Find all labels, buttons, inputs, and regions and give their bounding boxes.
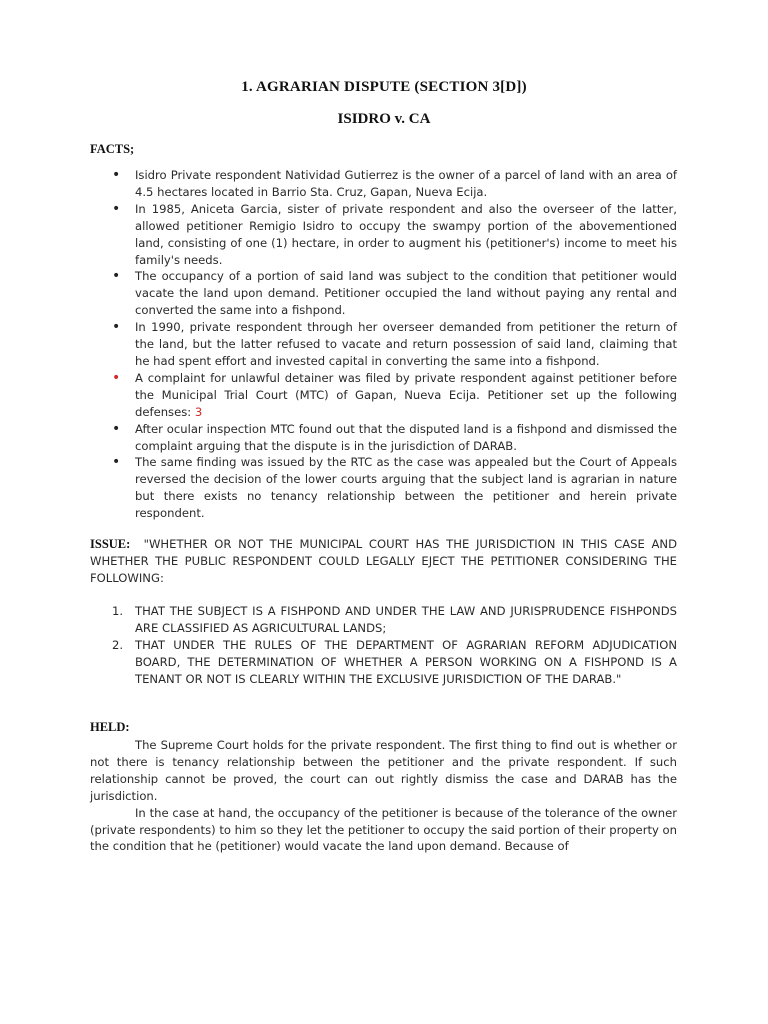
list-item (90, 319, 677, 370)
issue-points (90, 603, 677, 688)
list-item (90, 637, 677, 688)
issue-point-text: THAT THE SUBJECT IS A FISHPOND AND UNDER THE LAW AND JURISPRUDENCE FISHPONDS ARE CLASSIFIED AS AGRICULTURAL LANDS; (135, 604, 677, 635)
fact-text: The occupancy of a portion of said land was subject to the condition that petitioner would vacate the land upon demand. Petitioner occupied the land without paying any rental and converted the same into a fishpond. (135, 269, 677, 318)
list-item (90, 454, 677, 522)
held-paragraph: In the case at hand, the occupancy of the petitioner is because of the tolerance of the owner (private respondents) to him so they let the petitioner to occupy the said portion of their property on the condition that he (petitioner) would vacate the land upon demand. Because of (90, 805, 677, 854)
list-item (90, 201, 677, 269)
fact-text: A complaint for unlawful detainer was filed by private respondent against petitioner before the Municipal Trial Court (MTC) of Gapan, Nueva Ecija. Petitioner set up the following defenses: (135, 370, 677, 419)
comment-marker: 3 (194, 404, 203, 419)
bullet-icon: • (112, 268, 121, 285)
issue-point-text: THAT UNDER THE RULES OF THE DEPARTMENT OF AGRARIAN REFORM ADJUDICATION BOARD, THE DETERMINATION OF WHETHER A PERSON WORKING ON A FISHPOND IS A TENANT OR NOT IS CLEARLY WITHIN THE EXCLUSIVE JURISDICTION OF THE DARAB." (135, 637, 677, 686)
held-paragraph: The Supreme Court holds for the private respondent. The first thing to find out is whether or not there is tenancy relationship between the petitioner and the private respondent. If such relationship cannot be proved, the court can out rightly dismiss the case and DARAB has the jurisdiction. (90, 738, 677, 803)
item-number: 2. (112, 637, 124, 652)
bullet-icon: • (112, 200, 121, 217)
facts-heading: FACTS; (90, 142, 135, 156)
bullet-icon: • (112, 319, 121, 336)
red-bullet-icon: • (112, 369, 121, 386)
list-item (90, 421, 677, 455)
fact-text: In 1985, Aniceta Garcia, sister of private respondent and also the overseer of the latter, allowed petitioner Remigio Isidro to occupy the swampy portion of the abovementioned land, consisting of one (1) hectare, in order to augment his (petitioner's) income to meet his family's needs. (135, 201, 677, 267)
held-section (90, 737, 677, 855)
held-heading: HELD: (90, 720, 130, 734)
document-title: 1. AGRARIAN DISPUTE (SECTION 3[D]) (241, 79, 527, 95)
list-item (90, 603, 677, 637)
issue-label: ISSUE: (90, 537, 131, 551)
facts-list (90, 167, 677, 522)
case-title: ISIDRO v. CA (337, 111, 431, 127)
list-item (90, 167, 677, 201)
issue-text: "WHETHER OR NOT THE MUNICIPAL COURT HAS THE JURISDICTION IN THIS CASE AND WHETHER THE PUBLIC RESPONDENT COULD LEGALLY EJECT THE PETITIONER CONSIDERING THE FOLLOWING: (90, 537, 677, 585)
fact-text: After ocular inspection MTC found out that the disputed land is a fishpond and dismissed the complaint arguing that the dispute is in the jurisdiction of DARAB. (135, 421, 677, 453)
issue-section (90, 536, 677, 587)
fact-text: The same finding was issued by the RTC as the case was appealed but the Court of Appeals reversed the decision of the lower courts arguing that the subject land is agrarian in nature but there exists no tenancy relationship between the petitioner and herein private respondent. (135, 455, 677, 521)
list-item (90, 268, 677, 319)
bullet-icon: • (112, 167, 121, 183)
bullet-icon: • (112, 454, 121, 471)
list-item (90, 370, 677, 421)
item-number: 1. (112, 604, 124, 618)
bullet-icon: • (112, 420, 121, 437)
fact-text: In 1990, private respondent through her overseer demanded from petitioner the return of the land, but the latter refused to vacate and return possession of said land, claiming that he had spent effort and invested capital in converting the same into a fishpond. (135, 320, 677, 368)
fact-text: Isidro Private respondent Natividad Gutierrez is the owner of a parcel of land with an area of 4.5 hectares located in Barrio Sta. Cruz, Gapan, Nueva Ecija. (135, 168, 677, 199)
